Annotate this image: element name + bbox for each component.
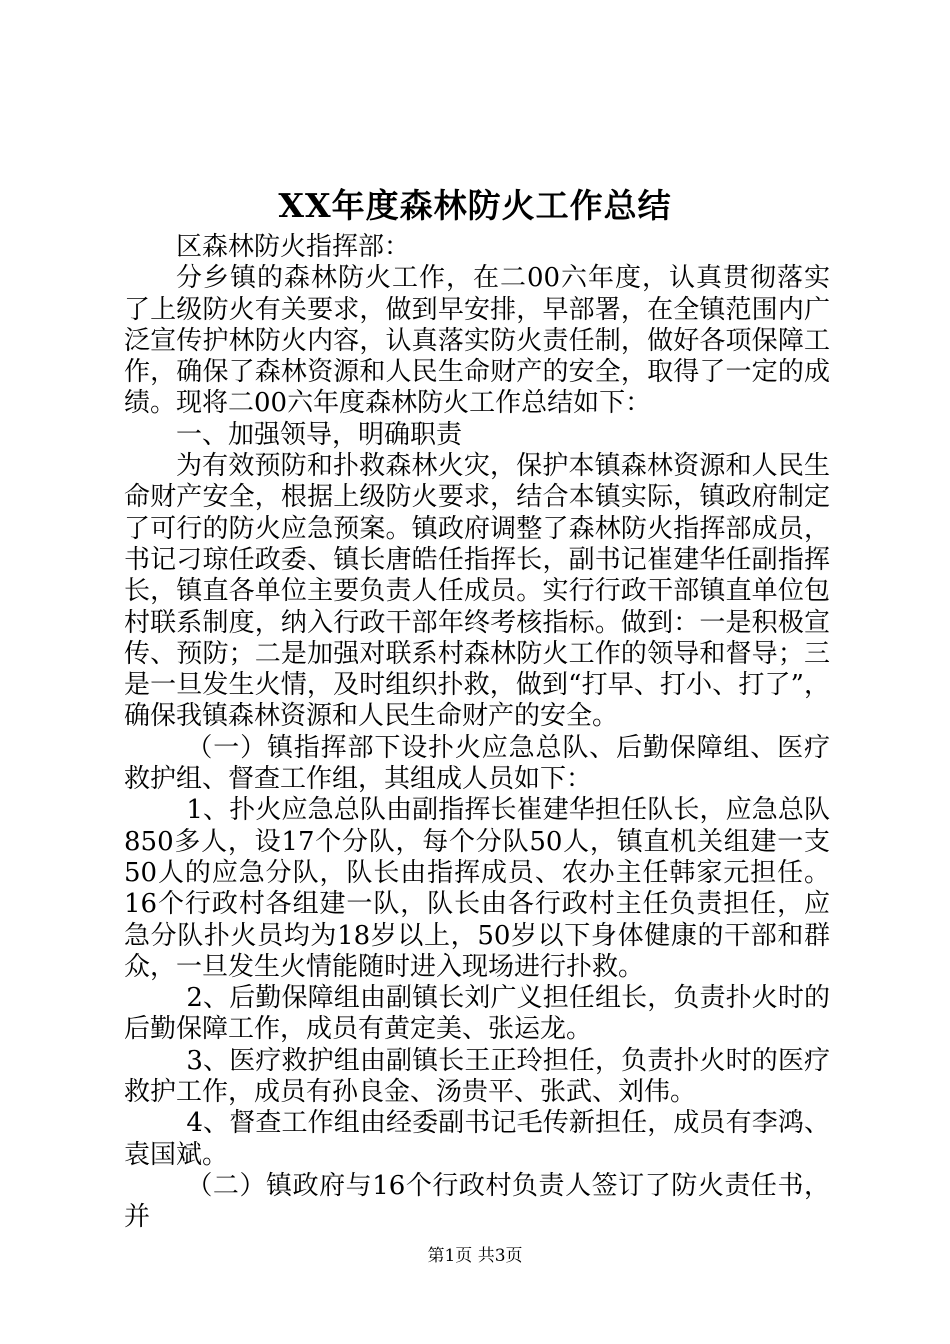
body-paragraph: 为有效预防和扑救森林火灾，保护本镇森林资源和人民生命财产安全，根据上级防火要求，结合本镇实际，镇政府制定了可行的防火应急预案。镇政府调整了森林防火指挥部成员，书记刁琼任政委、镇长唐皓任指挥长，副书记崔建华任副指挥长，镇直各单位主要负责人任成员。实行行政干部镇直单位包村联系制度，纳入行政干部年终考核指标。做到：一是积极宣传、预防；二是加强对联系村森林防火工作的领导和督导；三是一旦发生火情，及时组织扑救，做到“打早、打小、打了”，确保我镇森林资源和人民生命财产的安全。 [124, 451, 830, 732]
list-item: 4、督查工作组由经委副书记毛传新担任，成员有李鸿、袁国斌。 [124, 1108, 830, 1170]
page-number: 第1页 共3页 [427, 1246, 523, 1266]
intro-paragraph: 分乡镇的森林防火工作，在二00六年度，认真贯彻落实了上级防火有关要求，做到早安排，早部署，在全镇范围内广泛宣传护林防火内容，认真落实防火责任制，做好各项保障工作，确保了森林资源和人民生命财产的安全，取得了一定的成绩。现将二00六年度森林防火工作总结如下： [124, 263, 830, 419]
list-item: 2、后勤保障组由副镇长刘广义担任组长，负责扑火时的后勤保障工作，成员有黄定美、张运龙。 [124, 983, 830, 1045]
list-item: 3、医疗救护组由副镇长王正玲担任，负责扑火时的医疗救护工作，成员有孙良金、汤贵平、张武、刘伟。 [124, 1045, 830, 1108]
document-title: XX年度森林防火工作总结 [278, 186, 672, 225]
subsection-heading: （一）镇指挥部下设扑火应急总队、后勤保障组、医疗救护组、督查工作组，其组成人员如下： [124, 732, 830, 795]
list-item: 1、扑火应急总队由副指挥长崔建华担任队长，应急总队850多人，设17个分队，每个分队50人，镇直机关组建一支50人的应急分队，队长由指挥成员、农办主任韩家元担任。16个行政村各组建一队，队长由各行政村主任负责担任，应急分队扑火员均为18岁以上，50岁以下身体健康的干部和群众，一旦发生火情能随时进入现场进行扑救。 [124, 795, 830, 982]
document-body [124, 232, 830, 1234]
subsection-paragraph: （二）镇政府与16个行政村负责人签订了防火责任书，并 [124, 1170, 830, 1233]
salutation: 区森林防火指挥部： [176, 232, 411, 262]
section-heading: 一、加强领导，明确职责 [176, 419, 463, 450]
